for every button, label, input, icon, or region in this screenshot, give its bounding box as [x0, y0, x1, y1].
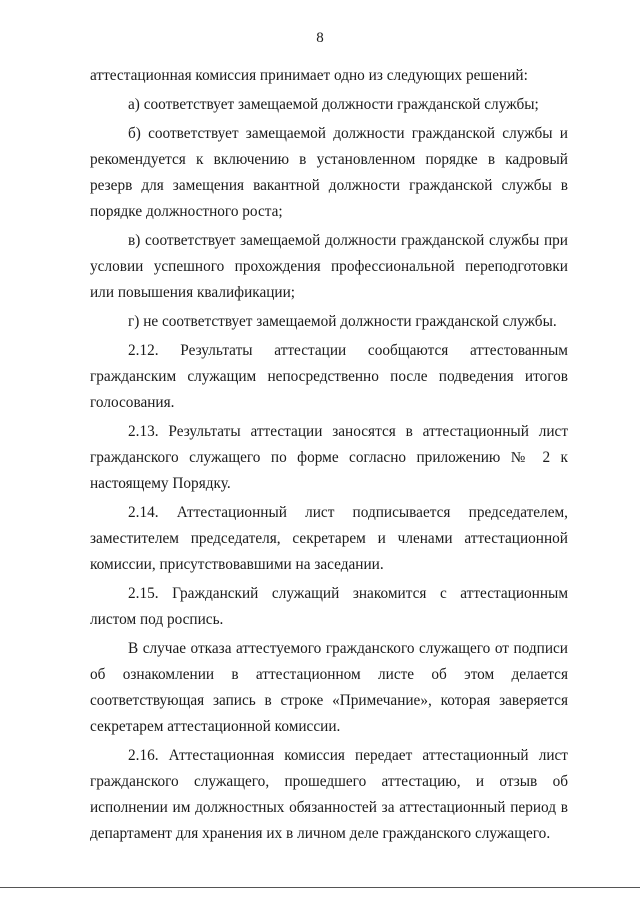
paragraph-refusal: В случае отказа аттестуемого гражданского служащего от подписи об ознакомлении в аттестационном листе об этом делается соответствующая запись в строке «Примечание», которая заверяется секретарем аттестационной комиссии.: [90, 640, 568, 735]
paragraph-decision-b: б) соответствует замещаемой должности гражданской службы и рекомендуется к включению в установленном порядке в кадровый резерв для замещения вакантной должности гражданской службы в порядке должностного роста;: [90, 125, 568, 220]
paragraph-2-14: 2.14. Аттестационный лист подписывается председателем, заместителем председателя, секретарем и членами аттестационной комиссии, присутствовавшими на заседании.: [90, 504, 568, 573]
paragraph-2-13: 2.13. Результаты аттестации заносятся в аттестационный лист гражданского служащего по форме согласно приложению № 2 к настоящему Порядку.: [90, 423, 568, 492]
paragraph-2-15: 2.15. Гражданский служащий знакомится с аттестационным листом под роспись.: [90, 585, 568, 628]
paragraph-2-16: 2.16. Аттестационная комиссия передает аттестационный лист гражданского служащего, прошедшего аттестацию, и отзыв об исполнении им должностных обязанностей за аттестационный период в департамент для хранения их в личном деле гражданского служащего.: [90, 747, 568, 842]
bottom-divider: [0, 887, 640, 888]
paragraph-2-12: 2.12. Результаты аттестации сообщаются аттестованным гражданским служащим непосредственно после подведения итогов голосования.: [90, 342, 568, 411]
paragraph-decision-v: в) соответствует замещаемой должности гражданской службы при условии успешного прохождения профессиональной переподготовки или повышения квалификации;: [90, 232, 568, 301]
paragraph-decision-g: г) не соответствует замещаемой должности гражданской службы.: [128, 313, 557, 330]
page-number: 8: [316, 30, 324, 46]
paragraph-intro: аттестационная комиссия принимает одно из следующих решений:: [90, 67, 528, 84]
paragraph-decision-a: а) соответствует замещаемой должности гражданской службы;: [128, 96, 539, 113]
document-body: [90, 63, 568, 850]
